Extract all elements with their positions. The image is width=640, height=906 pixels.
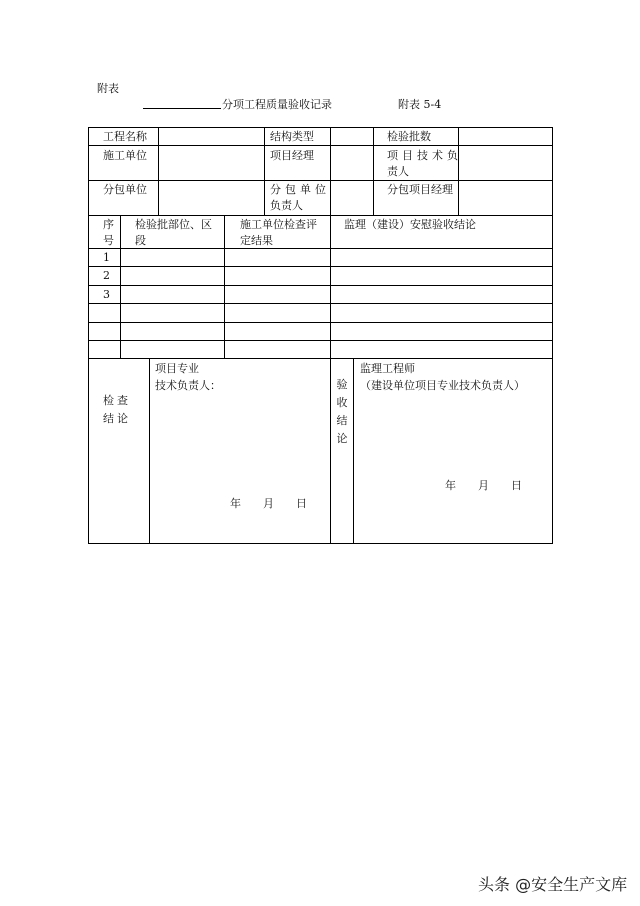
col-part-line2: 段 [135,234,146,247]
check-date: 年 月 日 [230,497,307,510]
col-result-line2: 定结果 [240,234,273,247]
col-seq-line1: 序 [103,218,114,231]
form-title: 分项工程质量验收记录 [222,98,332,111]
accept-label-char1: 验 [336,378,348,391]
label-construction-unit: 施工单位 [103,149,147,162]
label-sub-lead-line2: 负责人 [270,199,303,212]
appendix-label: 附表 [97,82,119,95]
check-role-line1: 项目专业 [155,362,199,375]
check-conclusion-label: 检查结论 [103,394,131,425]
table-border-right [552,127,553,544]
accept-label-char3: 结 [336,414,348,427]
accept-date: 年 月 日 [445,479,522,492]
form-number: 附表 5-4 [398,98,442,111]
check-role-line2: 技术负责人： [155,379,221,392]
col-part-line1: 检验批部位、区 [135,218,212,231]
accept-label-char2: 收 [336,396,348,409]
col-seq-line2: 号 [103,234,114,247]
accept-role-line2: （建设单位项目专业技术负责人） [360,379,525,392]
label-tech-lead-line2: 责人 [387,165,409,178]
label-structure-type: 结构类型 [270,130,314,143]
watermark: 头条 @安全生产文库 [478,875,628,894]
accept-label-char4: 论 [336,432,348,445]
table-border-bottom [88,543,553,544]
table-border-left [88,127,89,544]
label-project-manager: 项目经理 [270,149,314,162]
row-number: 3 [103,288,110,301]
label-sub-project-manager: 分包项目经理 [387,183,453,196]
col-supervision: 监理（建设）安慰验收结论 [344,218,476,231]
label-project-name: 工程名称 [103,130,147,143]
col-result-line1: 施工单位检查评 [240,218,317,231]
label-tech-lead-line1: 项目技术负 [387,149,462,162]
label-subcontractor: 分包单位 [103,183,147,196]
title-underline [143,108,221,109]
label-batch-count: 检验批数 [387,130,431,143]
row-number: 2 [103,269,110,282]
row-number: 1 [103,251,110,264]
label-sub-lead-line1: 分包单位 [270,183,330,196]
accept-role-line1: 监理工程师 [360,362,415,375]
